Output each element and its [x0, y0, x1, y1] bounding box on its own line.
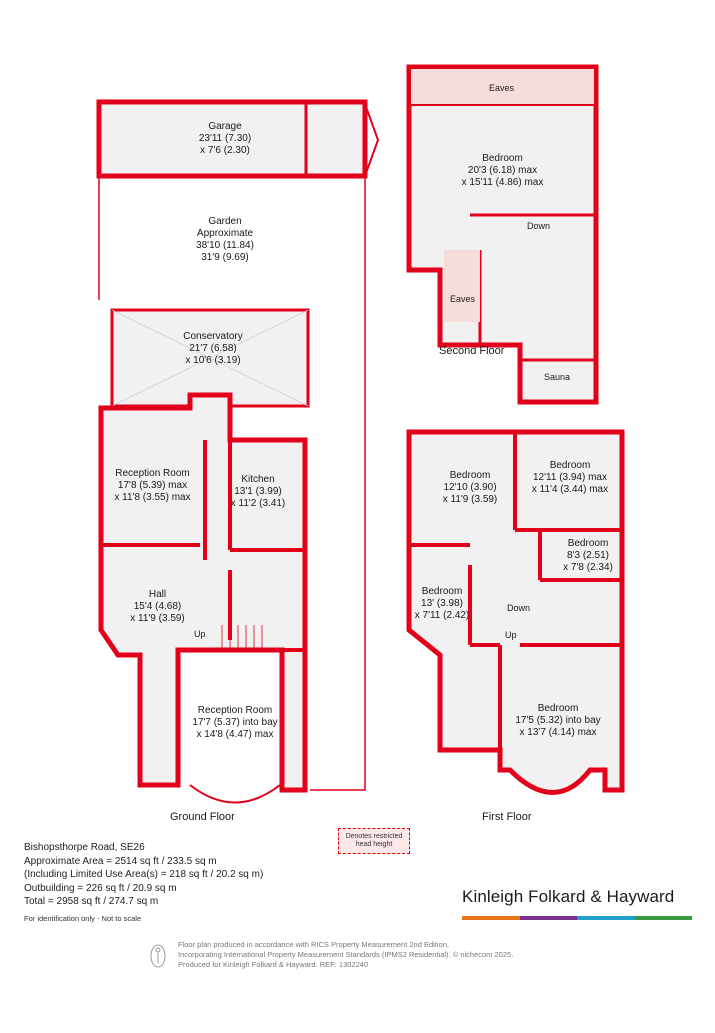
room-name: Bedroom	[421, 586, 463, 597]
footer-disclaimer	[178, 940, 513, 970]
room-dimension: x 11'4 (3.44) max	[531, 484, 609, 495]
sauna-label: Sauna	[544, 372, 571, 382]
room-dimension: 17'5 (5.32) into bay	[515, 715, 601, 726]
room-dimension: x 15'11 (4.86) max	[461, 177, 544, 188]
room-dimension: 23'11 (7.30)	[198, 133, 252, 144]
brand-stripe-orange	[462, 916, 520, 920]
room-dimension: 17'8 (5.39) max	[117, 480, 188, 491]
limited-use-area: (Including Limited Use Area(s) = 218 sq ft / 20.2 sq m)	[24, 869, 264, 880]
room-name: Garage	[208, 121, 242, 132]
room-dimension: x 13'7 (4.14) max	[519, 727, 597, 738]
room-label-bedroom-3	[558, 538, 618, 574]
area-summary	[24, 841, 263, 925]
down-label-first: Down	[507, 603, 531, 613]
room-label-bedroom-1	[425, 470, 515, 506]
room-label-bedroom-5	[508, 703, 608, 739]
room-name: Garden	[208, 216, 242, 227]
room-name: Kitchen	[241, 474, 275, 485]
room-label-garden	[170, 216, 280, 264]
footer-line: Produced for Kinleigh Folkard & Hayward. REF: 1302240	[178, 960, 369, 969]
agency-color-bar	[462, 916, 692, 920]
eaves-label-side: Eaves	[450, 294, 476, 304]
room-label-bedroom-second	[450, 153, 555, 189]
room-dimension: x 10'6 (3.19)	[185, 355, 241, 366]
room-name: Reception Room	[115, 468, 190, 479]
agency-logo: Kinleigh Folkard & Hayward	[462, 887, 675, 906]
room-name: Bedroom	[482, 153, 523, 164]
room-name: Reception Room	[197, 705, 273, 716]
room-dimension: 8'3 (2.51)	[567, 550, 609, 561]
room-name: Bedroom	[537, 703, 579, 714]
room-label-bedroom-4	[412, 586, 472, 622]
room-dimension: x 11'2 (3.41)	[230, 498, 286, 509]
up-label-ground: Up	[194, 629, 206, 639]
room-dimension: x 11'8 (3.55) max	[114, 492, 191, 503]
total-area: Total = 2958 sq ft / 274.7 sq m	[24, 896, 159, 907]
room-dimension: x 11'9 (3.59)	[442, 494, 498, 505]
restricted-height-legend: Denotes restricted head height	[338, 828, 410, 854]
room-label-bedroom-2	[520, 460, 620, 496]
up-label-first: Up	[505, 630, 517, 640]
room-dimension: x 14'8 (4.47) max	[196, 729, 274, 740]
room-dimension: 20'3 (6.18) max	[467, 165, 538, 176]
approx-area: Approximate Area = 2514 sq ft / 233.5 sq m	[24, 855, 217, 867]
room-dimension: 15'4 (4.68)	[133, 601, 182, 612]
person-icon	[150, 944, 166, 968]
room-name: Bedroom	[549, 460, 591, 471]
room-dimension: 38'10 (11.84)	[196, 240, 254, 251]
room-label-reception-room-front	[185, 705, 285, 741]
room-dimension: 31'9 (9.69)	[201, 252, 249, 263]
room-dimension: 12'10 (3.90)	[443, 482, 497, 493]
ground-floor-title: Ground Floor	[170, 811, 235, 823]
outbuilding-area: Outbuilding = 226 sq ft / 20.9 sq m	[24, 882, 177, 894]
brand-stripe-purple	[520, 916, 578, 920]
room-label-reception-room	[105, 468, 200, 504]
room-label-kitchen	[228, 474, 288, 510]
brand-stripe-green	[635, 916, 693, 920]
room-dimension: 21'7 (6.58)	[189, 343, 237, 354]
down-label-second: Down	[527, 221, 551, 231]
room-label-hall	[120, 589, 195, 625]
brand-stripe-blue	[577, 916, 635, 920]
room-dimension: x 7'8 (2.34)	[563, 562, 613, 573]
room-name: Conservatory	[183, 331, 243, 342]
room-name: Bedroom	[567, 538, 609, 549]
room-dimension: 12'11 (3.94) max	[533, 472, 607, 483]
room-dimension: 17'7 (5.37) into bay	[192, 717, 278, 728]
room-name: Bedroom	[449, 470, 491, 481]
eaves-label-top: Eaves	[489, 83, 515, 93]
room-label-conservatory	[163, 331, 263, 367]
footer-line: Incorporating International Property Measurement Standards (IPMS2 Residential). © nichecom 2025.	[178, 950, 514, 959]
address: Bishopsthorpe Road, SE26	[24, 842, 145, 853]
scale-note: For identification only - Not to scale	[24, 913, 142, 923]
room-label-garage	[175, 121, 275, 157]
room-dimension: x 11'9 (3.59)	[130, 613, 185, 624]
room-dimension: Approximate	[196, 228, 254, 239]
room-dimension: x 7'6 (2.30)	[200, 145, 250, 156]
room-name: Hall	[148, 589, 167, 600]
room-dimension: 13' (3.98)	[421, 598, 463, 609]
room-dimension: 13'1 (3.99)	[234, 486, 282, 497]
footer-line: Floor plan produced in accordance with RICS Property Measurement 2nd Edition,	[178, 940, 449, 949]
first-floor-title: First Floor	[482, 811, 532, 823]
second-floor-title: Second Floor	[439, 345, 505, 357]
room-dimension: x 7'11 (2.42)	[414, 610, 470, 621]
